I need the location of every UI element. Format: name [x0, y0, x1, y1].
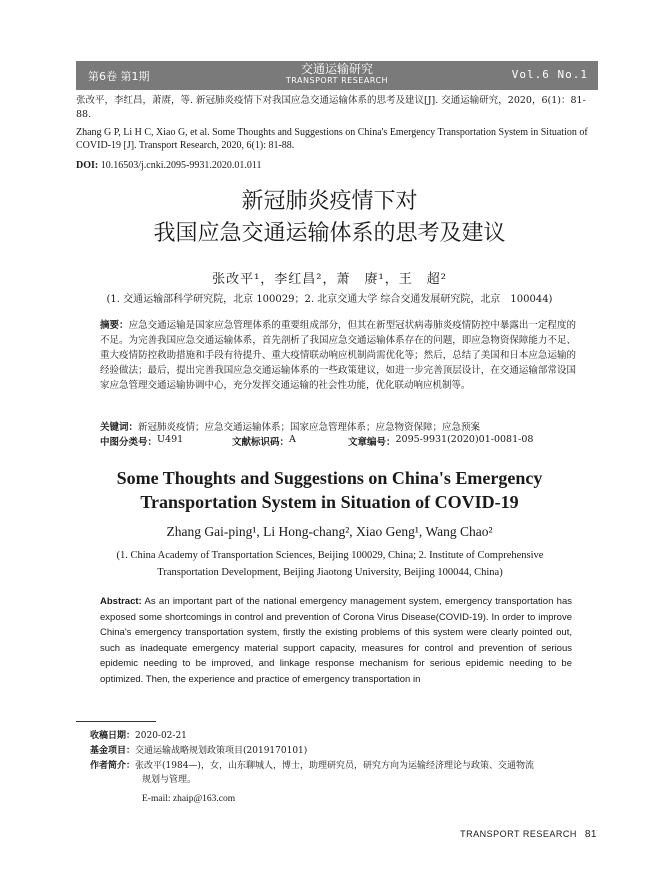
funding-label: 基金项目： [90, 746, 136, 756]
article-number-label: 文章编号： [348, 437, 396, 448]
received-label: 收稿日期： [90, 731, 136, 741]
keywords-zh [100, 419, 576, 433]
affiliation-zh: (1. 交通运输部科学研究院，北京 100029；2. 北京交通大学 综合交通发展研究院，北京 100044) [106, 294, 553, 305]
author-bio [90, 759, 590, 787]
authors-en: Zhang Gai-ping¹, Li Hong-chang², Xiao Geng¹, Wang Chao² [166, 524, 493, 539]
author-bio-line2: 规划与管理。 [142, 775, 197, 785]
paper-title-zh-line1: 新冠肺炎疫情下对 [241, 189, 418, 214]
affiliation-en: (1. China Academy of Transportation Sciences, Beijing 100029, China; 2. Institute of Comprehensive Transportation Development, Beijing Jiaotong University, Beijing 100044, China) [116, 550, 544, 578]
abstract-en-label: Abstract: [100, 596, 142, 607]
document-code-label: 文献标识码： [232, 437, 290, 448]
funding [90, 744, 590, 758]
keywords-zh-label: 关键词： [100, 422, 139, 433]
journal-name-cn: 交通运输研究 [300, 62, 373, 76]
paper-title-en [0, 466, 659, 514]
keywords-zh-text: 新冠肺炎疫情；应急交通运输体系；国家应急管理体系；应急物资保障；应急预案 [138, 422, 481, 433]
volume-issue-en: Vol.6 No.1 [511, 68, 588, 81]
footer-journal-name: TRANSPORT RESEARCH [460, 829, 577, 839]
clc-value: U491 [157, 434, 184, 445]
paper-title-zh [0, 186, 659, 250]
citation-en: Zhang G P, Li H C, Xiao G, et al. Some Thoughts and Suggestions on China's Emergency Transportation System in Situation of COVID-19 [J]. Transport Research, 2020, 6(1): 81-88. [76, 127, 588, 151]
footnote-divider [76, 721, 156, 722]
doi-value[interactable]: 10.16503/j.cnki.2095-9931.2020.01.011 [100, 160, 262, 171]
document-code [232, 434, 296, 448]
abstract-zh-text: 应急交通运输是国家应急管理体系的重要组成部分，但其在新型冠状病毒肺炎疫情防控中暴露出一定程度的不足。为完善我国应急交通运输体系，首先剖析了我国应急交通运输体系存在的问题，即应急物资保障能力不足、重大疫情防控救助措施和手段有待提升、重大疫情联动响应机制尚需优化等；然后，总结了美国和日本应急运输的经验做法；最后，提出完善我国应急交通运输体系的一些政策建议，如进一步完善顶层设计，在交通运输部常设国家应急管理交通运输协调中心，充分发挥交通运输的社会性功能，优化联动响应机制等。 [100, 320, 576, 391]
paper-title-en-line2: Transportation System in Situation of COVID-19 [140, 492, 519, 512]
abstract-en [100, 594, 572, 687]
doi-line [76, 160, 261, 171]
received-date [90, 729, 590, 743]
abstract-zh [100, 318, 576, 393]
author-bio-line1: 张改平(1984—)，女，山东聊城人，博士，助理研究员，研究方向为运输经济理论与政策、交通物流 [135, 761, 534, 771]
clc-label: 中图分类号： [100, 437, 158, 448]
received-value: 2020-02-21 [135, 731, 187, 741]
funding-value: 交通运输战略规划政策项目(2019170101) [135, 746, 308, 756]
page-number: 81 [584, 829, 597, 840]
citation-zh: 张改平，李红昌，萧赓，等. 新冠肺炎疫情下对我国应急交通运输体系的思考及建议[J]. 交通运输研究，2020，6(1)：81-88. [76, 95, 586, 120]
document-code-value: A [289, 434, 296, 445]
running-footer [460, 829, 597, 840]
journal-name-en: TRANSPORT RESEARCH [285, 76, 389, 85]
authors-zh: 张改平¹，李红昌²，萧 赓¹，王 超² [212, 272, 447, 287]
article-number [348, 434, 534, 448]
article-number-value: 2095-9931(2020)01-0081-08 [395, 434, 534, 445]
volume-issue-cn: 第6卷 第1期 [88, 70, 150, 83]
doi-label: DOI: [76, 160, 99, 171]
clc-code [100, 434, 184, 448]
paper-title-en-line1: Some Thoughts and Suggestions on China's Emergency [116, 468, 543, 488]
abstract-en-text: As an important part of the national emergency management system, emergency transportation has exposed some shortcomings in control and prevention of Corona Virus Disease(COVID-19). In order to improve China's emergency transportation system, firstly the existing problems of this system were clearly pointed out, such as inadequate emergency material support capacity, measures for control and prevention of serious epidemic needing to be improved, and linkage response mechanism for serious epidemic needing to be optimized. Then, the experience and practice of emergency transportation in [100, 596, 572, 685]
journal-header-banner [76, 61, 598, 90]
author-email[interactable]: E-mail: zhaip@163.com [142, 794, 236, 804]
author-bio-label: 作者简介： [90, 761, 136, 771]
abstract-zh-label: 摘要： [100, 320, 129, 331]
paper-title-zh-line2: 我国应急交通运输体系的思考及建议 [153, 221, 506, 246]
